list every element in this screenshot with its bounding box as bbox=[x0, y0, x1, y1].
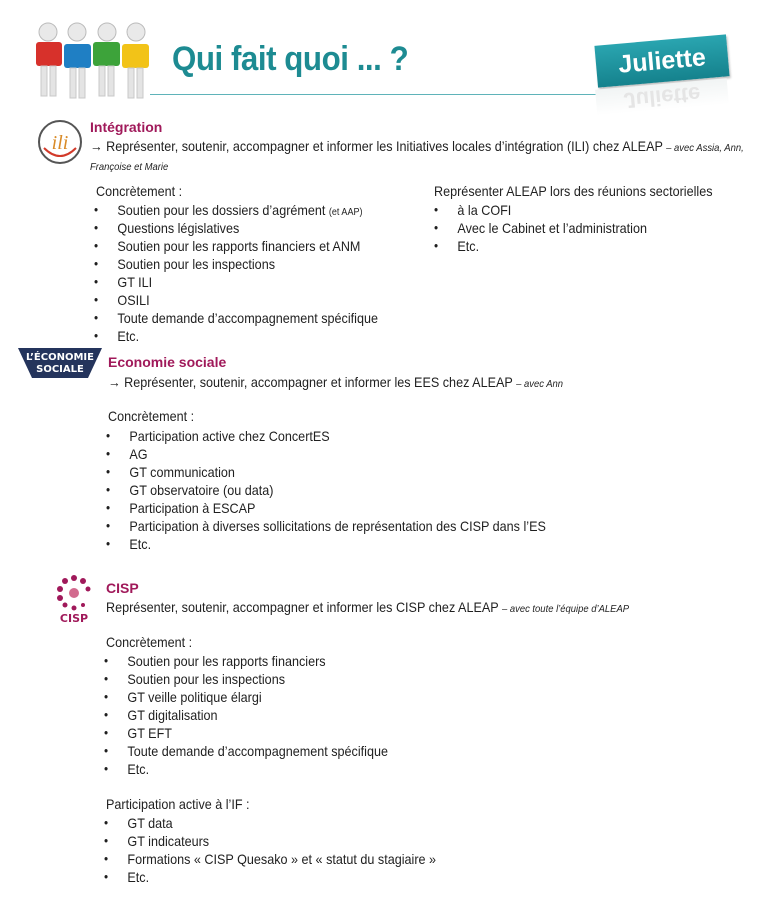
svg-text:SOCIALE: SOCIALE bbox=[36, 364, 84, 375]
cisp-description-text: Représenter, soutenir, accompagner et informer les CISP chez ALEAP bbox=[106, 599, 499, 615]
economie-sociale-title: Economie sociale bbox=[108, 354, 227, 370]
list-item: • Toute demande d’accompagnement spécifique bbox=[104, 742, 388, 760]
list-item: • OSILI bbox=[94, 291, 378, 309]
integration-with: – avec Assia, Ann, Françoise et Marie bbox=[90, 142, 744, 173]
list-item: • AG bbox=[106, 445, 546, 463]
svg-text:CISP: CISP bbox=[59, 612, 89, 624]
list-item: • Soutien pour les dossiers d’agrément (et AAP) bbox=[94, 201, 378, 219]
list-item: • Formations « CISP Quesako » et « statut du stagiaire » bbox=[104, 850, 436, 868]
integration-description-text: → Représenter, soutenir, accompagner et informer les Initiatives locales d’intégration (ILI) chez ALEAP bbox=[90, 138, 663, 154]
list-item: • GT ILI bbox=[94, 273, 378, 291]
team-puzzle-logo bbox=[34, 20, 150, 104]
list-item: • GT veille politique élargi bbox=[104, 688, 388, 706]
economie-sociale-description bbox=[108, 374, 563, 390]
integration-title: Intégration bbox=[90, 119, 163, 135]
list-item: • Participation active chez ConcertES bbox=[106, 427, 546, 445]
list-item: • GT communication bbox=[106, 463, 546, 481]
list-item: • Etc. bbox=[434, 237, 647, 255]
integration-list bbox=[94, 201, 378, 345]
svg-text:L’ÉCONOMIE: L’ÉCONOMIE bbox=[26, 352, 94, 363]
cisp-description bbox=[106, 599, 629, 615]
cisp-if-list bbox=[104, 814, 436, 886]
cisp-if-label: Participation active à l’IF : bbox=[106, 796, 250, 812]
economie-sociale-concretely-label: Concrètement : bbox=[108, 408, 195, 424]
list-item: • Soutien pour les inspections bbox=[94, 255, 378, 273]
list-item: • GT digitalisation bbox=[104, 706, 388, 724]
represent-list bbox=[434, 201, 647, 255]
cisp-with: – avec toute l’équipe d’ALEAP bbox=[501, 603, 630, 615]
economie-sociale-with: – avec Ann bbox=[516, 378, 564, 390]
economie-sociale-list bbox=[106, 427, 546, 553]
list-item: • GT EFT bbox=[104, 724, 388, 742]
integration-description bbox=[90, 138, 747, 176]
list-item: • Questions législatives bbox=[94, 219, 378, 237]
economie-sociale-logo bbox=[18, 348, 102, 378]
list-item: • GT observatoire (ou data) bbox=[106, 481, 546, 499]
list-item: • Etc. bbox=[104, 868, 436, 886]
name-tag: Juliette bbox=[594, 34, 729, 87]
integration-concretely-label: Concrètement : bbox=[96, 183, 183, 199]
list-item: • Etc. bbox=[106, 535, 546, 553]
ili-logo bbox=[36, 118, 84, 170]
economie-sociale-description-text: → Représenter, soutenir, accompagner et informer les EES chez ALEAP bbox=[108, 374, 513, 390]
cisp-list bbox=[104, 652, 388, 778]
list-item: • Avec le Cabinet et l’administration bbox=[434, 219, 647, 237]
list-item: • à la COFI bbox=[434, 201, 647, 219]
list-item: • Soutien pour les rapports financiers et ANM bbox=[94, 237, 378, 255]
list-item: • Soutien pour les inspections bbox=[104, 670, 388, 688]
cisp-concretely-label: Concrètement : bbox=[106, 634, 193, 650]
list-item: • Etc. bbox=[94, 327, 378, 345]
page-title: Qui fait quoi ... ? bbox=[172, 40, 409, 78]
list-item: • Soutien pour les rapports financiers bbox=[104, 652, 388, 670]
cisp-title: CISP bbox=[106, 580, 139, 596]
list-item: • Etc. bbox=[104, 760, 388, 778]
svg-text:ili: ili bbox=[51, 132, 69, 154]
list-item: • Participation à diverses sollicitations de représentation des CISP dans l’ES bbox=[106, 517, 546, 535]
list-item: • Participation à ESCAP bbox=[106, 499, 546, 517]
list-item: • GT data bbox=[104, 814, 436, 832]
name-tag-reflection: Juliette bbox=[595, 78, 729, 115]
represent-label: Représenter ALEAP lors des réunions sectorielles bbox=[434, 183, 713, 199]
list-item: • GT indicateurs bbox=[104, 832, 436, 850]
cisp-logo bbox=[54, 574, 94, 624]
list-item: • Toute demande d’accompagnement spécifique bbox=[94, 309, 378, 327]
